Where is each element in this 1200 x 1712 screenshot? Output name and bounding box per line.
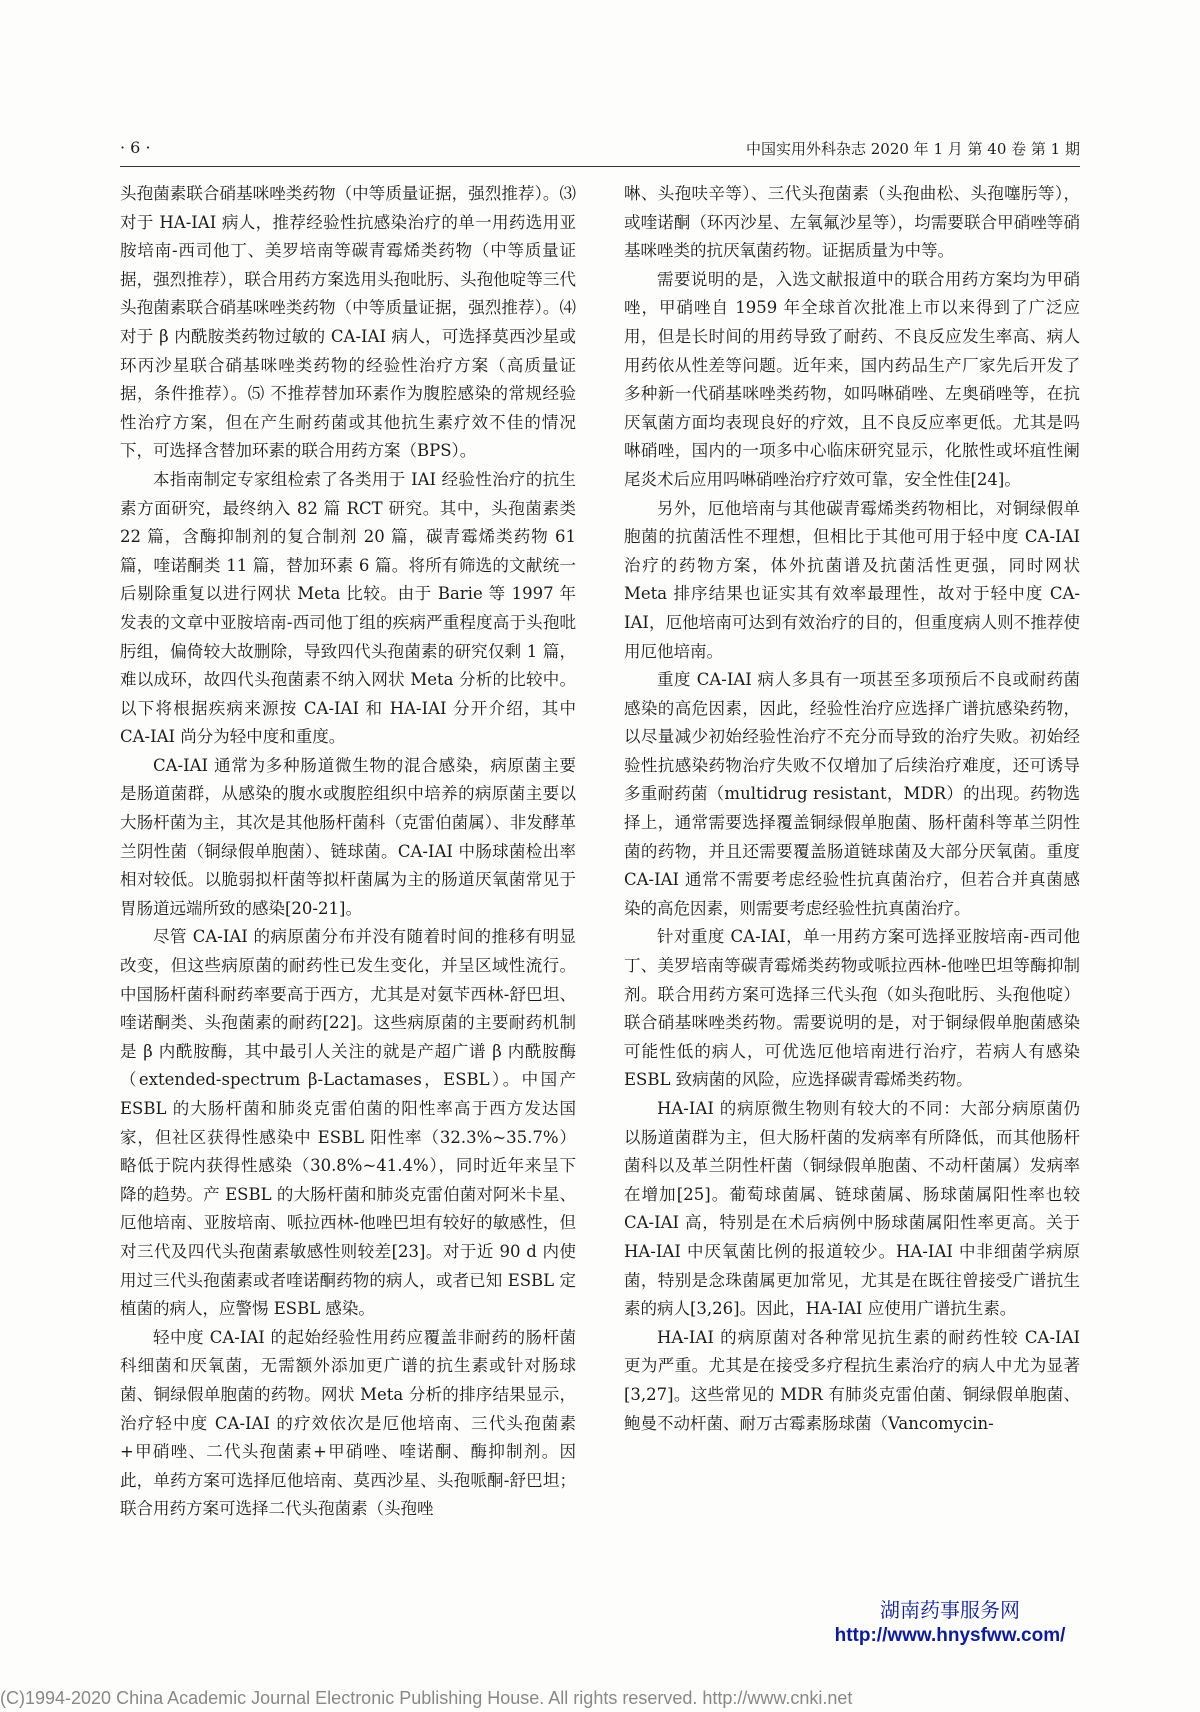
paragraph: 尽管 CA-IAI 的病原菌分布并没有随着时间的推移有明显改变，但这些病原菌的耐药性已发生变化，并呈区域性流行。中国肠杆菌科耐药率要高于西方，尤其是对氨苄西林-舒巴坦、喹诺酮类、头孢菌素的耐药[22]。这些病原菌的主要耐药机制是 β 内酰胺酶，其中最引人关注的就是产超广谱 β 内酰胺酶（extended-spectrum β-Lactamases，ESBL）。中国产 ESBL 的大肠杆菌和肺炎克雷伯菌的阳性率高于西方发达国家，但社区获得性感染中 ESBL 阳性率（32.3%~35.7%）略低于院内获得性感染（30.8%~41.4%），同时近年来呈下降的趋势。产 ESBL 的大肠杆菌和肺炎克雷伯菌对阿米卡星、厄他培南、亚胺培南、哌拉西林-他唑巴坦有较好的敏感性，但对三代及四代头孢菌素敏感性则较差[23]。对于近 90 d 内使用过三代头孢菌素或者喹诺酮药物的病人，或者已知 ESBL 定植菌的病人，应警惕 ESBL 感染。 <box>120 927 576 1319</box>
paragraph: CA-IAI 通常为多种肠道微生物的混合感染，病原菌主要是肠道菌群，从感染的腹水或腹腔组织中培养的病原菌主要以大肠杆菌为主，其次是其他肠杆菌科（克雷伯菌属）、非发酵革兰阴性菌（铜绿假单胞菌）、链球菌。CA-IAI 中肠球菌检出率相对较低。以脆弱拟杆菌等拟杆菌属为主的肠道厌氧菌常见于胃肠道远端所致的感染[20-21]。 <box>120 755 576 918</box>
paragraph: 啉、头孢呋辛等）、三代头孢菌素（头孢曲松、头孢噻肟等），或喹诺酮（环丙沙星、左氧氟沙星等），均需要联合甲硝唑等硝基咪唑类的抗厌氧菌药物。证据质量为中等。 <box>624 184 1080 261</box>
paragraph: 针对重度 CA-IAI，单一用药方案可选择亚胺培南-西司他丁、美罗培南等碳青霉烯类药物或哌拉西林-他唑巴坦等酶抑制剂。联合用药方案可选择三代头孢（如头孢吡肟、头孢他啶）联合硝基咪唑类药物。需要说明的是，对于铜绿假单胞菌感染可能性低的病人，可优选厄他培南进行治疗，若病人有感染 ESBL 致病菌的风险，应选择碳青霉烯类药物。 <box>624 927 1080 1090</box>
paragraph: HA-IAI 的病原微生物则有较大的不同：大部分病原菌仍以肠道菌群为主，但大肠杆菌的发病率有所降低，而其他肠杆菌科以及革兰阴性杆菌（铜绿假单胞菌、不动杆菌属）发病率在增加[25]。葡萄球菌属、链球菌属、肠球菌属阳性率也较 CA-IAI 高，特别是在术后病例中肠球菌属阳性率更高。关于 HA-IAI 中厌氧菌比例的报道较少。HA-IAI 中非细菌学病原菌，特别是念珠菌属更加常见，尤其是在既往曾接受广谱抗生素的病人[3,26]。因此，HA-IAI 应使用广谱抗生素。 <box>624 1099 1080 1319</box>
paragraph: 重度 CA-IAI 病人多具有一项甚至多项预后不良或耐药菌感染的高危因素，因此，经验性治疗应选择广谱抗感染药物，以尽量减少初始经验性治疗不充分而导致的治疗失败。初始经验性抗感染药物治疗失败不仅增加了后续治疗难度，还可诱导多重耐药菌（multidrug resistant，MDR）的出现。药物选择上，通常需要选择覆盖铜绿假单胞菌、肠杆菌科等革兰阴性菌的药物，并且还需要覆盖肠道链球菌及大部分厌氧菌。重度 CA-IAI 通常不需要考虑经验性抗真菌治疗，但若合并真菌感染的高危因素，则需要考虑经验性抗真菌治疗。 <box>624 670 1080 918</box>
paragraph: 需要说明的是，入选文献报道中的联合用药方案均为甲硝唑，甲硝唑自 1959 年全球首次批准上市以来得到了广泛应用，但是长时间的用药导致了耐药、不良反应发生率高、病人用药依从性差等问题。近年来，国内药品生产厂家先后开发了多种新一代硝基咪唑类药物，如吗啉硝唑、左奥硝唑等，在抗厌氧菌方面均表现良好的疗效，且不良反应率更低。尤其是吗啉硝唑，国内的一项多中心临床研究显示，化脓性或坏疽性阑尾炎术后应用吗啉硝唑治疗疗效可靠，安全性佳[24]。 <box>624 269 1080 489</box>
paragraph: 另外，厄他培南与其他碳青霉烯类药物相比，对铜绿假单胞菌的抗菌活性不理想，但相比于其他可用于轻中度 CA-IAI 治疗的药物方案，体外抗菌谱及抗菌活性更强，同时网状 Meta 排序结果也证实其有效率最理性，故对于轻中度 CA-IAI，厄他培南可达到有效治疗的目的，但重度病人则不推荐使用厄他培南。 <box>624 498 1080 661</box>
header-rule <box>120 166 1080 167</box>
paragraph: 轻中度 CA-IAI 的起始经验性用药应覆盖非耐药的肠杆菌科细菌和厌氧菌，无需额外添加更广谱的抗生素或针对肠球菌、铜绿假单胞菌的药物。网状 Meta 分析的排序结果显示，治疗轻中度 CA-IAI 的疗效依次是厄他培南、三代头孢菌素+甲硝唑、二代头孢菌素+甲硝唑、喹诺酮、酶抑制剂。因此，单药方案可选择厄他培南、莫西沙星、头孢哌酮-舒巴坦；联合用药方案可选择二代头孢菌素（头孢唑 <box>120 1327 576 1519</box>
paragraph: 头孢菌素联合硝基咪唑类药物（中等质量证据，强烈推荐）。⑶ 对于 HA-IAI 病人，推荐经验性抗感染治疗的单一用药选用亚胺培南-西司他丁、美罗培南等碳青霉烯类药物（中等质量证据，强烈推荐），联合用药方案选用头孢吡肟、头孢他啶等三代头孢菌素联合硝基咪唑类药物（中等质量证据，强烈推荐）。⑷ 对于 β 内酰胺类药物过敏的 CA-IAI 病人，可选择莫西沙星或环丙沙星联合硝基咪唑类药物的经验性治疗方案（高质量证据，条件推荐）。⑸ 不推荐替加环素作为腹腔感染的常规经验性治疗方案，但在产生耐药菌或其他抗生素疗效不佳的情况下，可选择含替加环素的联合用药方案（BPS）。 <box>120 184 576 461</box>
watermark <box>820 1598 1080 1648</box>
left-column <box>120 180 576 1524</box>
page-header <box>120 138 1080 168</box>
copyright-footer: (C)1994-2020 China Academic Journal Electronic Publishing House. All rights reserved. http://www.cnki.net <box>0 1688 853 1708</box>
journal-info: 中国实用外科杂志 2020 年 1 月 第 40 卷 第 1 期 <box>745 140 1080 158</box>
watermark-name: 湖南药事服务网 <box>880 1600 1020 1622</box>
paragraph: 本指南制定专家组检索了各类用于 IAI 经验性治疗的抗生素方面研究，最终纳入 82 篇 RCT 研究。其中，头孢菌素类 22 篇，含酶抑制剂的复合制剂 20 篇，碳青霉烯类药物 61 篇，喹诺酮类 11 篇，替加环素 6 篇。将所有筛选的文献统一后剔除重复以进行网状 Meta 比较。由于 Barie 等 1997 年发表的文章中亚胺培南-西司他丁组的疾病严重程度高于头孢吡肟组，偏倚较大故删除，导致四代头孢菌素的研究仅剩 1 篇，难以成环，故四代头孢菌素不纳入网状 Meta 分析的比较中。以下将根据疾病来源按 CA-IAI 和 HA-IAI 分开介绍，其中 CA-IAI 尚分为轻中度和重度。 <box>120 469 576 747</box>
page-number: · 6 · <box>120 138 151 157</box>
watermark-url[interactable]: http://www.hnysfww.com/ <box>834 1625 1066 1646</box>
paragraph: HA-IAI 的病原菌对各种常见抗生素的耐药性较 CA-IAI 更为严重。尤其是在接受多疗程抗生素治疗的病人中尤为显著[3,27]。这些常见的 MDR 有肺炎克雷伯菌、铜绿假单胞菌、鲍曼不动杆菌、耐万古霉素肠球菌（Vancomycin- <box>624 1327 1080 1433</box>
right-column <box>624 180 1080 1438</box>
